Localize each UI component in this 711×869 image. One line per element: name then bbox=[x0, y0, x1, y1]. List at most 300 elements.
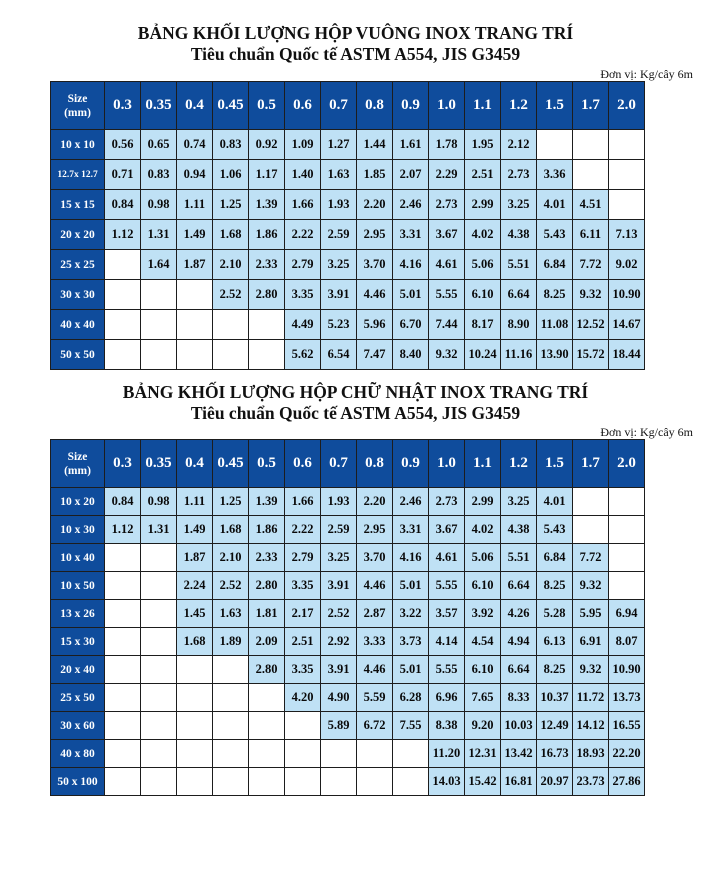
weight-cell: 4.02 bbox=[465, 220, 501, 250]
weight-cell: 5.43 bbox=[537, 516, 573, 544]
weight-cell: 13.73 bbox=[609, 684, 645, 712]
empty-cell bbox=[177, 340, 213, 370]
weight-cell: 2.33 bbox=[249, 250, 285, 280]
empty-cell bbox=[609, 516, 645, 544]
weight-cell: 4.54 bbox=[465, 628, 501, 656]
weight-cell: 8.25 bbox=[537, 280, 573, 310]
weight-cell: 13.42 bbox=[501, 740, 537, 768]
weight-cell: 4.20 bbox=[285, 684, 321, 712]
row-size-label: 50 x 100 bbox=[51, 768, 105, 796]
weight-cell: 5.59 bbox=[357, 684, 393, 712]
thickness-header: 0.8 bbox=[357, 82, 393, 130]
weight-cell: 1.25 bbox=[213, 190, 249, 220]
thickness-header: 0.5 bbox=[249, 440, 285, 488]
weight-cell: 4.61 bbox=[429, 250, 465, 280]
weight-cell: 2.99 bbox=[465, 190, 501, 220]
weight-cell: 8.40 bbox=[393, 340, 429, 370]
weight-cell: 2.80 bbox=[249, 280, 285, 310]
weight-cell: 1.86 bbox=[249, 516, 285, 544]
weight-cell: 1.06 bbox=[213, 160, 249, 190]
weight-cell: 7.72 bbox=[573, 250, 609, 280]
weight-cell: 9.20 bbox=[465, 712, 501, 740]
weight-cell: 16.73 bbox=[537, 740, 573, 768]
weight-cell: 9.32 bbox=[573, 572, 609, 600]
weight-cell: 0.71 bbox=[105, 160, 141, 190]
weight-cell: 4.51 bbox=[573, 190, 609, 220]
weight-cell: 6.70 bbox=[393, 310, 429, 340]
weight-cell: 2.22 bbox=[285, 516, 321, 544]
empty-cell bbox=[393, 740, 429, 768]
table-row bbox=[51, 544, 645, 572]
weight-cell: 3.25 bbox=[501, 190, 537, 220]
empty-cell bbox=[177, 656, 213, 684]
empty-cell bbox=[177, 740, 213, 768]
weight-cell: 2.59 bbox=[321, 220, 357, 250]
weight-cell: 5.51 bbox=[501, 250, 537, 280]
thickness-header: 1.0 bbox=[429, 440, 465, 488]
empty-cell bbox=[141, 310, 177, 340]
empty-cell bbox=[141, 768, 177, 796]
weight-cell: 2.95 bbox=[357, 220, 393, 250]
empty-cell bbox=[249, 768, 285, 796]
empty-cell bbox=[141, 712, 177, 740]
weight-cell: 2.29 bbox=[429, 160, 465, 190]
weight-cell: 6.28 bbox=[393, 684, 429, 712]
weight-cell: 3.91 bbox=[321, 280, 357, 310]
empty-cell bbox=[105, 768, 141, 796]
empty-cell bbox=[609, 488, 645, 516]
weight-cell: 5.55 bbox=[429, 572, 465, 600]
thickness-header: 0.4 bbox=[177, 440, 213, 488]
weight-cell: 2.99 bbox=[465, 488, 501, 516]
empty-cell bbox=[609, 190, 645, 220]
rect-section bbox=[0, 370, 711, 796]
weight-cell: 2.79 bbox=[285, 544, 321, 572]
weight-cell: 6.94 bbox=[609, 600, 645, 628]
weight-cell: 14.67 bbox=[609, 310, 645, 340]
thickness-header: 1.5 bbox=[537, 82, 573, 130]
weight-cell: 8.25 bbox=[537, 572, 573, 600]
row-size-label: 50 x 50 bbox=[51, 340, 105, 370]
weight-cell: 0.94 bbox=[177, 160, 213, 190]
weight-cell: 4.49 bbox=[285, 310, 321, 340]
thickness-header: 0.3 bbox=[105, 440, 141, 488]
weight-cell: 7.72 bbox=[573, 544, 609, 572]
weight-cell: 5.28 bbox=[537, 600, 573, 628]
weight-cell: 1.44 bbox=[357, 130, 393, 160]
empty-cell bbox=[105, 572, 141, 600]
empty-cell bbox=[141, 628, 177, 656]
size-header bbox=[51, 82, 105, 130]
table-row bbox=[51, 280, 645, 310]
weight-cell: 1.81 bbox=[249, 600, 285, 628]
empty-cell bbox=[213, 310, 249, 340]
rect-weight-table bbox=[50, 439, 645, 796]
empty-cell bbox=[105, 656, 141, 684]
rect-subtitle: Tiêu chuẩn Quốc tế ASTM A554, JIS G3459 bbox=[190, 403, 521, 423]
thickness-header: 1.1 bbox=[465, 82, 501, 130]
weight-cell: 5.06 bbox=[465, 544, 501, 572]
weight-cell: 2.46 bbox=[393, 488, 429, 516]
weight-cell: 5.01 bbox=[393, 280, 429, 310]
empty-cell bbox=[105, 628, 141, 656]
thickness-header: 1.7 bbox=[573, 82, 609, 130]
weight-cell: 2.09 bbox=[249, 628, 285, 656]
weight-cell: 3.73 bbox=[393, 628, 429, 656]
weight-cell: 4.16 bbox=[393, 544, 429, 572]
weight-cell: 4.38 bbox=[501, 220, 537, 250]
weight-cell: 8.38 bbox=[429, 712, 465, 740]
thickness-header: 1.2 bbox=[501, 440, 537, 488]
weight-cell: 9.32 bbox=[429, 340, 465, 370]
empty-cell bbox=[141, 544, 177, 572]
weight-cell: 15.42 bbox=[465, 768, 501, 796]
row-size-label: 25 x 50 bbox=[51, 684, 105, 712]
square-unit: Đơn vị: Kg/cây 6m bbox=[600, 67, 693, 81]
weight-cell: 2.92 bbox=[321, 628, 357, 656]
weight-cell: 4.16 bbox=[393, 250, 429, 280]
empty-cell bbox=[321, 768, 357, 796]
thickness-header: 0.35 bbox=[141, 82, 177, 130]
weight-cell: 2.10 bbox=[213, 544, 249, 572]
weight-cell: 2.73 bbox=[429, 488, 465, 516]
weight-cell: 2.79 bbox=[285, 250, 321, 280]
weight-cell: 3.33 bbox=[357, 628, 393, 656]
row-size-label: 10 x 30 bbox=[51, 516, 105, 544]
weight-cell: 6.96 bbox=[429, 684, 465, 712]
table-row bbox=[51, 310, 645, 340]
weight-cell: 3.57 bbox=[429, 600, 465, 628]
weight-cell: 6.11 bbox=[573, 220, 609, 250]
thickness-header: 0.6 bbox=[285, 440, 321, 488]
weight-cell: 2.17 bbox=[285, 600, 321, 628]
weight-cell: 14.03 bbox=[429, 768, 465, 796]
table-row bbox=[51, 572, 645, 600]
thickness-header: 0.35 bbox=[141, 440, 177, 488]
weight-cell: 1.68 bbox=[213, 220, 249, 250]
thickness-header: 1.0 bbox=[429, 82, 465, 130]
table-row bbox=[51, 250, 645, 280]
weight-cell: 3.70 bbox=[357, 250, 393, 280]
weight-cell: 20.97 bbox=[537, 768, 573, 796]
empty-cell bbox=[177, 684, 213, 712]
weight-cell: 7.47 bbox=[357, 340, 393, 370]
weight-cell: 10.03 bbox=[501, 712, 537, 740]
weight-cell: 1.93 bbox=[321, 488, 357, 516]
weight-cell: 0.92 bbox=[249, 130, 285, 160]
size-header-line: (mm) bbox=[64, 106, 91, 119]
weight-cell: 6.10 bbox=[465, 280, 501, 310]
weight-cell: 1.68 bbox=[213, 516, 249, 544]
weight-cell: 27.86 bbox=[609, 768, 645, 796]
empty-cell bbox=[141, 684, 177, 712]
table-row bbox=[51, 130, 645, 160]
square-weight-table bbox=[50, 81, 645, 370]
weight-cell: 1.64 bbox=[141, 250, 177, 280]
empty-cell bbox=[213, 740, 249, 768]
weight-cell: 1.63 bbox=[321, 160, 357, 190]
empty-cell bbox=[105, 600, 141, 628]
weight-cell: 5.96 bbox=[357, 310, 393, 340]
weight-cell: 9.32 bbox=[573, 656, 609, 684]
weight-cell: 6.91 bbox=[573, 628, 609, 656]
weight-cell: 4.01 bbox=[537, 190, 573, 220]
table-row bbox=[51, 516, 645, 544]
weight-cell: 7.55 bbox=[393, 712, 429, 740]
weight-cell: 10.37 bbox=[537, 684, 573, 712]
thickness-header: 0.45 bbox=[213, 440, 249, 488]
weight-cell: 1.89 bbox=[213, 628, 249, 656]
empty-cell bbox=[105, 684, 141, 712]
row-size-label: 40 x 80 bbox=[51, 740, 105, 768]
row-size-label: 20 x 40 bbox=[51, 656, 105, 684]
weight-cell: 4.38 bbox=[501, 516, 537, 544]
weight-cell: 10.24 bbox=[465, 340, 501, 370]
weight-cell: 4.61 bbox=[429, 544, 465, 572]
weight-cell: 2.46 bbox=[393, 190, 429, 220]
row-size-label: 13 x 26 bbox=[51, 600, 105, 628]
table-row bbox=[51, 768, 645, 796]
weight-cell: 9.32 bbox=[573, 280, 609, 310]
weight-cell: 13.90 bbox=[537, 340, 573, 370]
empty-cell bbox=[141, 656, 177, 684]
thickness-header: 0.6 bbox=[285, 82, 321, 130]
weight-cell: 3.91 bbox=[321, 656, 357, 684]
weight-cell: 3.31 bbox=[393, 516, 429, 544]
size-header-line: Size bbox=[67, 92, 88, 105]
weight-cell: 3.70 bbox=[357, 544, 393, 572]
weight-cell: 2.52 bbox=[213, 280, 249, 310]
weight-cell: 6.10 bbox=[465, 656, 501, 684]
empty-cell bbox=[177, 310, 213, 340]
weight-cell: 2.73 bbox=[429, 190, 465, 220]
weight-cell: 2.33 bbox=[249, 544, 285, 572]
weight-cell: 3.35 bbox=[285, 280, 321, 310]
weight-cell: 6.84 bbox=[537, 250, 573, 280]
weight-cell: 2.12 bbox=[501, 130, 537, 160]
weight-cell: 4.26 bbox=[501, 600, 537, 628]
weight-cell: 5.06 bbox=[465, 250, 501, 280]
weight-cell: 1.49 bbox=[177, 220, 213, 250]
weight-cell: 6.64 bbox=[501, 280, 537, 310]
weight-cell: 16.55 bbox=[609, 712, 645, 740]
weight-cell: 0.65 bbox=[141, 130, 177, 160]
weight-cell: 1.95 bbox=[465, 130, 501, 160]
weight-cell: 12.31 bbox=[465, 740, 501, 768]
thickness-header: 0.8 bbox=[357, 440, 393, 488]
weight-cell: 5.95 bbox=[573, 600, 609, 628]
table-row bbox=[51, 160, 645, 190]
weight-cell: 5.01 bbox=[393, 572, 429, 600]
weight-cell: 1.25 bbox=[213, 488, 249, 516]
weight-cell: 1.31 bbox=[141, 220, 177, 250]
weight-cell: 1.27 bbox=[321, 130, 357, 160]
weight-cell: 8.07 bbox=[609, 628, 645, 656]
weight-cell: 11.72 bbox=[573, 684, 609, 712]
weight-cell: 0.83 bbox=[141, 160, 177, 190]
empty-cell bbox=[177, 280, 213, 310]
thickness-header: 0.9 bbox=[393, 440, 429, 488]
weight-cell: 8.25 bbox=[537, 656, 573, 684]
empty-cell bbox=[105, 340, 141, 370]
weight-cell: 3.36 bbox=[537, 160, 573, 190]
row-size-label: 12.7x 12.7 bbox=[51, 160, 105, 190]
weight-cell: 6.54 bbox=[321, 340, 357, 370]
thickness-header: 0.7 bbox=[321, 440, 357, 488]
thickness-header: 1.5 bbox=[537, 440, 573, 488]
empty-cell bbox=[573, 516, 609, 544]
weight-cell: 5.55 bbox=[429, 280, 465, 310]
table-row bbox=[51, 628, 645, 656]
weight-cell: 14.12 bbox=[573, 712, 609, 740]
row-size-label: 40 x 40 bbox=[51, 310, 105, 340]
weight-cell: 4.02 bbox=[465, 516, 501, 544]
weight-cell: 3.22 bbox=[393, 600, 429, 628]
weight-cell: 3.67 bbox=[429, 516, 465, 544]
empty-cell bbox=[609, 544, 645, 572]
weight-cell: 4.46 bbox=[357, 656, 393, 684]
weight-cell: 2.80 bbox=[249, 572, 285, 600]
square-section bbox=[0, 0, 711, 370]
empty-cell bbox=[573, 160, 609, 190]
thickness-header: 1.7 bbox=[573, 440, 609, 488]
weight-cell: 0.84 bbox=[105, 190, 141, 220]
weight-cell: 0.98 bbox=[141, 488, 177, 516]
table-row bbox=[51, 220, 645, 250]
table-row bbox=[51, 740, 645, 768]
empty-cell bbox=[177, 768, 213, 796]
size-header-line: (mm) bbox=[64, 464, 91, 477]
weight-cell: 1.09 bbox=[285, 130, 321, 160]
row-size-label: 10 x 10 bbox=[51, 130, 105, 160]
empty-cell bbox=[357, 768, 393, 796]
weight-cell: 1.49 bbox=[177, 516, 213, 544]
empty-cell bbox=[105, 544, 141, 572]
weight-cell: 2.87 bbox=[357, 600, 393, 628]
weight-cell: 5.89 bbox=[321, 712, 357, 740]
weight-cell: 12.52 bbox=[573, 310, 609, 340]
empty-cell bbox=[609, 130, 645, 160]
thickness-header: 2.0 bbox=[609, 440, 645, 488]
weight-cell: 2.80 bbox=[249, 656, 285, 684]
empty-cell bbox=[249, 340, 285, 370]
empty-cell bbox=[249, 310, 285, 340]
weight-cell: 6.64 bbox=[501, 572, 537, 600]
weight-cell: 1.66 bbox=[285, 488, 321, 516]
empty-cell bbox=[213, 684, 249, 712]
thickness-header: 0.7 bbox=[321, 82, 357, 130]
weight-cell: 1.45 bbox=[177, 600, 213, 628]
weight-cell: 5.55 bbox=[429, 656, 465, 684]
weight-cell: 5.01 bbox=[393, 656, 429, 684]
row-size-label: 30 x 60 bbox=[51, 712, 105, 740]
weight-cell: 2.51 bbox=[285, 628, 321, 656]
empty-cell bbox=[249, 712, 285, 740]
weight-cell: 3.31 bbox=[393, 220, 429, 250]
weight-cell: 1.11 bbox=[177, 488, 213, 516]
weight-cell: 8.33 bbox=[501, 684, 537, 712]
empty-cell bbox=[357, 740, 393, 768]
weight-cell: 1.93 bbox=[321, 190, 357, 220]
table-row bbox=[51, 488, 645, 516]
weight-cell: 3.35 bbox=[285, 656, 321, 684]
weight-cell: 2.52 bbox=[213, 572, 249, 600]
table-row bbox=[51, 340, 645, 370]
empty-cell bbox=[249, 740, 285, 768]
weight-cell: 1.66 bbox=[285, 190, 321, 220]
empty-cell bbox=[537, 130, 573, 160]
square-title: BẢNG KHỐI LƯỢNG HỘP VUÔNG INOX TRANG TRÍ bbox=[137, 23, 574, 43]
weight-cell: 11.20 bbox=[429, 740, 465, 768]
empty-cell bbox=[213, 340, 249, 370]
weight-cell: 0.56 bbox=[105, 130, 141, 160]
empty-cell bbox=[285, 740, 321, 768]
weight-cell: 7.65 bbox=[465, 684, 501, 712]
weight-cell: 2.10 bbox=[213, 250, 249, 280]
weight-cell: 3.67 bbox=[429, 220, 465, 250]
table-row bbox=[51, 712, 645, 740]
weight-cell: 1.63 bbox=[213, 600, 249, 628]
weight-cell: 3.25 bbox=[501, 488, 537, 516]
row-size-label: 30 x 30 bbox=[51, 280, 105, 310]
weight-cell: 5.51 bbox=[501, 544, 537, 572]
weight-cell: 1.78 bbox=[429, 130, 465, 160]
weight-cell: 5.62 bbox=[285, 340, 321, 370]
weight-cell: 5.43 bbox=[537, 220, 573, 250]
empty-cell bbox=[285, 768, 321, 796]
empty-cell bbox=[105, 280, 141, 310]
weight-cell: 1.61 bbox=[393, 130, 429, 160]
weight-cell: 23.73 bbox=[573, 768, 609, 796]
weight-cell: 22.20 bbox=[609, 740, 645, 768]
thickness-header: 1.2 bbox=[501, 82, 537, 130]
weight-cell: 8.17 bbox=[465, 310, 501, 340]
thickness-header: 1.1 bbox=[465, 440, 501, 488]
weight-cell: 4.46 bbox=[357, 572, 393, 600]
weight-cell: 7.13 bbox=[609, 220, 645, 250]
empty-cell bbox=[609, 572, 645, 600]
row-size-label: 15 x 30 bbox=[51, 628, 105, 656]
empty-cell bbox=[573, 488, 609, 516]
empty-cell bbox=[105, 712, 141, 740]
weight-cell: 4.46 bbox=[357, 280, 393, 310]
empty-cell bbox=[141, 340, 177, 370]
row-size-label: 10 x 20 bbox=[51, 488, 105, 516]
table-row bbox=[51, 600, 645, 628]
weight-cell: 0.83 bbox=[213, 130, 249, 160]
weight-cell: 6.64 bbox=[501, 656, 537, 684]
weight-cell: 6.13 bbox=[537, 628, 573, 656]
weight-cell: 0.74 bbox=[177, 130, 213, 160]
row-size-label: 20 x 20 bbox=[51, 220, 105, 250]
empty-cell bbox=[141, 740, 177, 768]
empty-cell bbox=[105, 740, 141, 768]
thickness-header: 2.0 bbox=[609, 82, 645, 130]
weight-cell: 2.73 bbox=[501, 160, 537, 190]
weight-cell: 4.01 bbox=[537, 488, 573, 516]
thickness-header: 0.45 bbox=[213, 82, 249, 130]
rect-title: BẢNG KHỐI LƯỢNG HỘP CHỮ NHẬT INOX TRANG TRÍ bbox=[122, 382, 589, 402]
empty-cell bbox=[105, 310, 141, 340]
weight-cell: 1.11 bbox=[177, 190, 213, 220]
weight-cell: 1.17 bbox=[249, 160, 285, 190]
weight-cell: 1.87 bbox=[177, 250, 213, 280]
weight-cell: 11.08 bbox=[537, 310, 573, 340]
weight-cell: 1.12 bbox=[105, 220, 141, 250]
weight-cell: 2.59 bbox=[321, 516, 357, 544]
empty-cell bbox=[321, 740, 357, 768]
weight-cell: 1.39 bbox=[249, 190, 285, 220]
